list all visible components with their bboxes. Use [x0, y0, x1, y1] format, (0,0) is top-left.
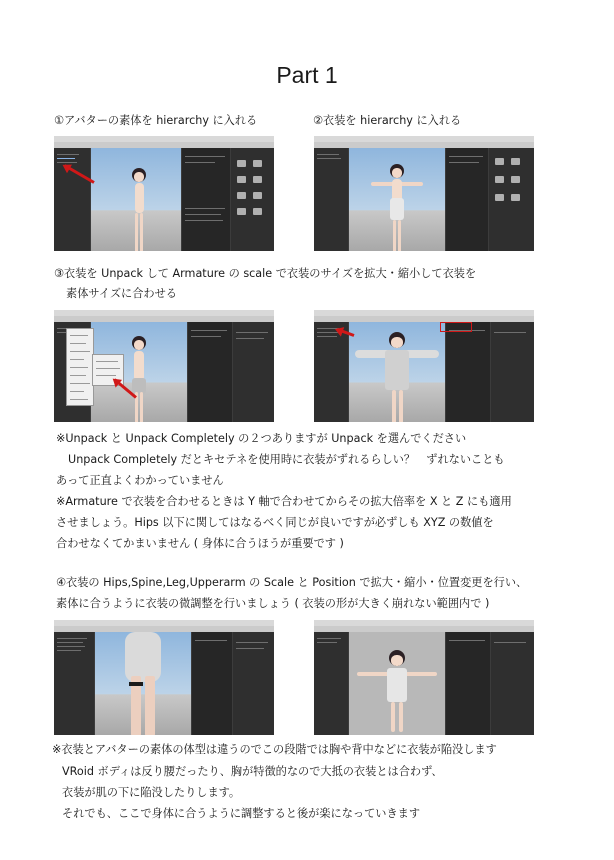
- note2-line1: ※Armature で衣装を合わせるときは Y 軸で合わせてからその拡大倍率を X と Z にも適用: [56, 495, 512, 508]
- note2-line3: 合わせなくてかまいません ( 身体に合うほうが重要です ): [56, 537, 344, 550]
- screenshot-step2-hierarchy-outfit: [314, 136, 534, 251]
- note3-line4: それでも、ここで身体に合うように調整すると後が楽になっていきます: [62, 807, 421, 820]
- step4-caption-line1: ④衣装の Hips,Spine,Leg,Upperarm の Scale と Position で拡大・縮小・位置変更を行い、: [56, 576, 528, 589]
- note3-line3: 衣装が肌の下に陥没したりします。: [62, 786, 241, 799]
- screenshot-step3-armature-scale: [314, 310, 534, 422]
- step4-caption-line2: 素体に合うように衣装の微調整を行いましょう ( 衣装の形が大きく崩れない範囲内で ): [56, 597, 490, 610]
- step3-caption-line2: 素体サイズに合わせる: [66, 287, 177, 300]
- step2-caption: ②衣装を hierarchy に入れる: [313, 114, 462, 127]
- screenshot-step4-adjusted: [314, 620, 534, 735]
- screenshot-step4-closeup: [54, 620, 274, 735]
- note1-line3: あって正直よくわかっていません: [56, 474, 224, 487]
- screenshot-step3-unpack-menu: [54, 310, 274, 422]
- note1-line2: Unpack Completely だとキセテネを使用時に衣装がずれるらしい？ ずれないことも: [68, 453, 505, 466]
- note2-line2: させましょう。Hips 以下に関してはなるべく同じが良いですが必ずしも XYZ の数値を: [56, 516, 494, 529]
- note1-line1: ※Unpack と Unpack Completely の２つありますが Unpack を選んでください: [56, 432, 467, 445]
- step1-caption: ①アバターの素体を hierarchy に入れる: [54, 114, 258, 127]
- scale-highlight-box: [440, 322, 472, 332]
- screenshot-step1-hierarchy-avatar: [54, 136, 274, 251]
- context-menu: [66, 328, 94, 406]
- note3-line1: ※衣装とアバターの素体の体型は違うのでこの段階では胸や背中などに衣装が陥没します: [52, 743, 497, 756]
- note3-line2: VRoid ボディは反り腰だったり、胸が特徴的なので大抵の衣装とは合わず、: [62, 765, 443, 778]
- step3-caption-line1: ③衣装を Unpack して Armature の scale で衣装のサイズを拡大・縮小して衣装を: [54, 267, 477, 280]
- page-title: Part 1: [276, 62, 338, 88]
